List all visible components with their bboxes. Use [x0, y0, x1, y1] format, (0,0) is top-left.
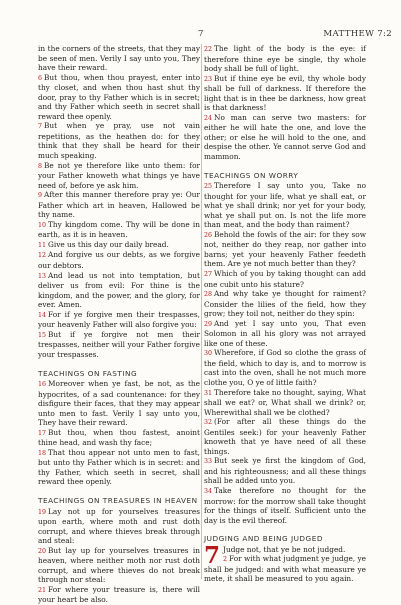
verse — [204, 269, 366, 289]
verse-text: Be not ye therefore like unto them: for your Father knoweth what things ye have need of, before ye ask him. — [38, 160, 200, 190]
verse — [204, 319, 366, 349]
verse — [204, 44, 366, 74]
verse-text: (For after all these things do the Gentiles seek:) for your heavenly Father knoweth that ye have need of all these things. — [204, 417, 366, 456]
verse-number: 20 — [38, 547, 47, 555]
page-header — [0, 29, 401, 43]
verse — [38, 507, 200, 546]
verse-number: 24 — [204, 114, 213, 122]
verse-text: But thou, when thou fastest, anoint thine head, and wash thy face; — [38, 427, 200, 448]
verse — [204, 181, 366, 230]
verse — [204, 486, 366, 525]
verse-number: 32 — [204, 419, 213, 427]
verse — [204, 417, 366, 456]
verse — [204, 289, 366, 319]
chapter-number: 7 — [204, 541, 221, 569]
verse-text: For if ye forgive men their trespasses, your heavenly Father will also forgive you: — [38, 309, 200, 330]
column-divider — [201, 44, 202, 579]
verse-text: And yet I say unto you, That even Solomon in all his glory was not arrayed like one of these. — [204, 318, 366, 348]
verse-text: Therefore I say unto you, Take no thought for your life, what ye shall eat, or what ye shall drink; nor yet for your body, what ye shall put on. Is not the life more than meat, and the body than raiment? — [204, 181, 366, 230]
verse — [204, 74, 366, 113]
verse-number: 13 — [38, 272, 47, 280]
verse-text: Therefore take no thought, saying, What shall we eat? or, What shall we drink? or, Wherewithal shall we be clothed? — [204, 387, 366, 417]
verse-number: 21 — [38, 586, 47, 594]
verse-text: And forgive us our debts, as we forgive our debtors. — [38, 250, 200, 271]
book-reference: MATTHEW 7:2 — [323, 29, 392, 39]
verse-text: Behold the fowls of the air: for they sow not, neither do they reap, nor gather into barns; yet your heavenly Father feedeth them. Are ye not much better than they? — [204, 229, 366, 269]
verse-text: The light of the body is the eye: if therefore thine eye be single, thy whole body shall be full of light. — [204, 44, 366, 74]
verse-number: 25 — [204, 183, 213, 191]
verse-number: 10 — [38, 221, 47, 229]
verse-text: But if ye forgive not men their trespasses, neither will your Father forgive your trespasses. — [38, 329, 200, 359]
verse-number: 16 — [38, 381, 47, 388]
verse — [38, 190, 200, 220]
verse-number: 33 — [204, 458, 213, 466]
verse — [38, 546, 200, 585]
verse — [38, 379, 200, 428]
verse-number: 34 — [204, 488, 213, 496]
verse — [38, 310, 200, 330]
verse — [38, 585, 200, 605]
verse-text: But when ye pray, use not vain repetitions, as the heathen do: for they think that they shall be heard for their much speaking. — [38, 121, 200, 161]
verse-number: 8 — [38, 162, 43, 170]
verse-number: 17 — [38, 429, 47, 437]
verse — [38, 330, 200, 360]
verse-number: 29 — [204, 320, 213, 328]
verse — [38, 271, 200, 310]
verse-text: For where your treasure is, there will your heart be also. — [38, 584, 200, 605]
verse — [204, 554, 366, 584]
verse-number: 18 — [38, 449, 47, 457]
verse-number: 27 — [204, 270, 213, 278]
verse-text: That thou appear not unto men to fast, but unto thy Father which is in secret: and thy Father, which seeth in secret, shall reward thee openly. — [38, 447, 200, 487]
verse-number: 19 — [38, 508, 47, 516]
verse-number: 6 — [38, 74, 43, 82]
verse-text: Judge not, that ye be not judged. — [223, 544, 346, 554]
verse — [38, 428, 200, 448]
verse — [204, 113, 366, 162]
verse-number: 26 — [204, 231, 213, 239]
verse-number: 23 — [204, 75, 213, 83]
section-heading: TEACHINGS ON FASTING — [38, 368, 138, 378]
verse-number: 28 — [204, 291, 213, 299]
verse — [38, 121, 200, 160]
verse-number: 14 — [38, 311, 47, 319]
verse — [204, 388, 366, 418]
verse-number: 12 — [38, 252, 47, 260]
verse-text: And why take ye thought for raiment? Consider the lilies of the field, how they grow; they toil not, neither do they spin: — [204, 289, 366, 319]
verse-text: Moreover when ye fast, be not, as the hypocrites, of a sad countenance: for they disfigure their faces, that they may appear unto men to fast. Verily I say unto you, They have their reward. — [38, 379, 200, 428]
verse-text: For with what judgment ye judge, ye shall be judged: and with what measure ye mete, it shall be measured to you again. — [204, 554, 366, 584]
verse-number: 2 — [223, 556, 228, 564]
verse-text: And lead us not into temptation, but deliver us from evil: For thine is the kingdom, and the power, and the glory, for ever. Amen. — [38, 270, 200, 310]
verse-text: in the corners of the streets, that they may be seen of men. Verily I say unto you, They have their reward. — [38, 44, 200, 73]
verse-text: But thou, when thou prayest, enter into thy closet, and when thou hast shut thy door, pray to thy Father which is in secret; and thy Father which seeth in secret shall reward thee openly. — [38, 72, 200, 121]
verse-number: 11 — [38, 241, 47, 249]
page-number: 7 — [198, 29, 204, 39]
verse-text: But lay up for yourselves treasures in heaven, where neither moth nor rust doth corrupt, and where thieves do not break through nor steal: — [38, 545, 200, 585]
verse-text: Lay not up for yourselves treasures upon earth, where moth and rust doth corrupt, and where thieves break through and steal: — [38, 506, 200, 546]
verse — [38, 250, 200, 270]
verse — [38, 161, 200, 191]
verse-text: No man can serve two masters: for either he will hate the one, and love the other; or else he will hold to the one, and despise the other. Ye cannot serve God and mammon. — [204, 112, 366, 162]
verse-text: Give us this day our daily bread. — [48, 239, 169, 249]
verse — [204, 230, 366, 269]
section-heading: TEACHINGS ON WORRY — [204, 170, 299, 180]
right-column — [204, 44, 366, 584]
verse-text: Take therefore no thought for the morrow: for the morrow shall take thought for the things of itself. Sufficient unto the day is the evil thereof. — [204, 486, 366, 525]
left-column — [38, 44, 200, 605]
verse — [38, 220, 200, 240]
section-heading: JUDGING AND BEING JUDGED — [204, 534, 323, 544]
verse-number: 22 — [204, 46, 213, 53]
verse — [204, 456, 366, 486]
verse-text: Thy kingdom come. Thy will be done in earth, as it is in heaven. — [38, 219, 200, 240]
verse-text: But if thine eye be evil, thy whole body shall be full of darkness. If therefore the light that is in thee be darkness, how great is that darkness! — [204, 73, 366, 113]
verse-text: After this manner therefore pray ye: Our Father which art in heaven, Hallowed be thy name. — [38, 190, 200, 220]
verse — [38, 240, 200, 251]
verse — [204, 348, 366, 387]
verse-number: 15 — [38, 331, 47, 339]
verse-number: 9 — [38, 192, 43, 200]
verse-text: Wherefore, if God so clothe the grass of the field, which to day is, and to morrow is cast into the oven, shall he not much more clothe you, O ye of little faith? — [204, 348, 366, 387]
verse — [38, 44, 200, 73]
verse — [38, 73, 200, 122]
verse-text: But seek ye first the kingdom of God, and his righteousness; and all these things shall be added unto you. — [204, 456, 366, 486]
section-heading: TEACHINGS ON TREASURES IN HEAVEN — [38, 496, 198, 506]
verse — [38, 448, 200, 487]
verse-text: Which of you by taking thought can add one cubit unto his stature? — [204, 268, 366, 289]
verse-number: 7 — [38, 123, 43, 131]
verse-number: 30 — [204, 350, 213, 358]
verse-number: 31 — [204, 389, 213, 397]
